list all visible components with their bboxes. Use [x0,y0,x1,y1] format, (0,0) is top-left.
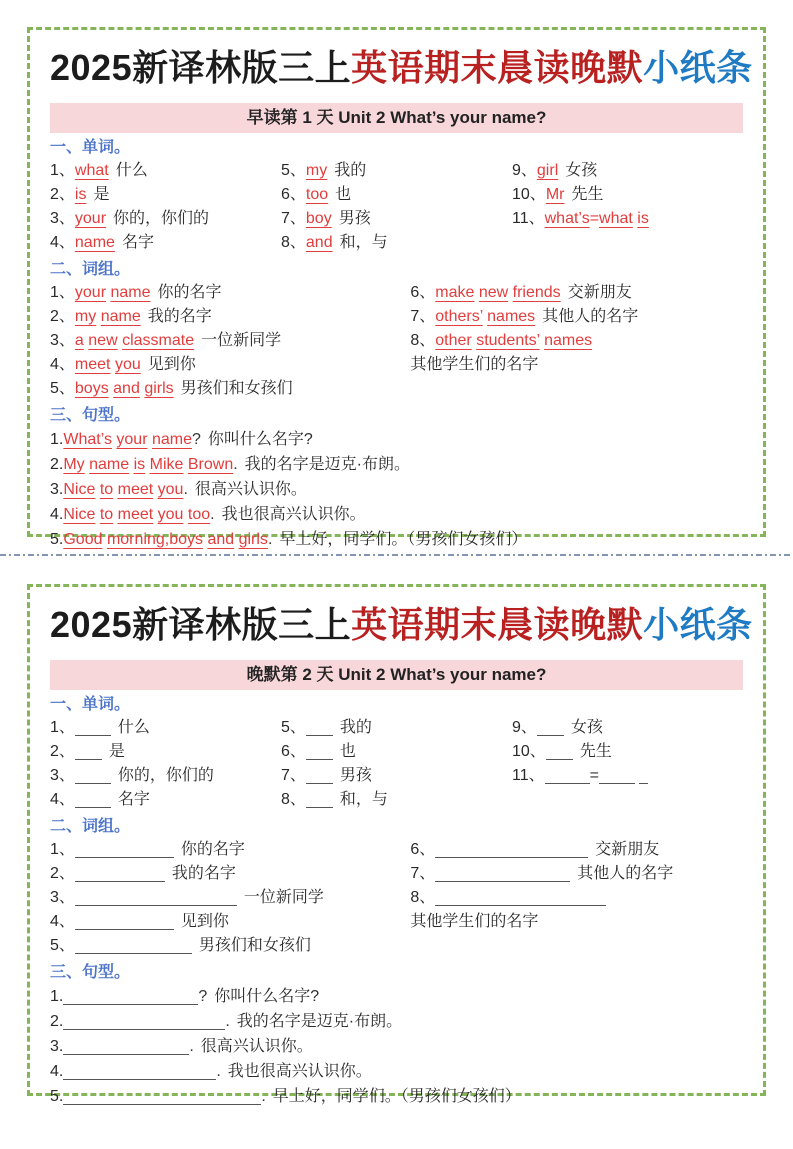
chinese-text: 早上好，同学们。（男孩们女孩们） [279,531,528,548]
punctuation: ? [192,431,201,448]
phrase-item [50,934,410,958]
phrase-item [50,377,410,401]
chinese-text: 我的名字是迈克·布朗。 [244,456,411,473]
fill-in-blank [63,988,198,1005]
english-text: your name [74,284,151,301]
english-text: Mr [545,186,565,203]
punctuation: . [233,456,238,473]
item-number: 5、 [50,937,75,954]
english-text: make new friends [435,284,561,301]
chinese-text: 见到你 [180,913,229,930]
phrase-item [50,886,410,910]
word-item [512,159,743,183]
title-part-black: 2025新译林版三上 [50,604,352,645]
item-number: 1、 [50,841,75,858]
item-number: 4、 [50,791,75,808]
phrase-item [410,305,743,329]
chinese-text: 名字 [117,791,150,808]
item-number: 2. [50,1013,64,1030]
fill-in-blank [63,1088,261,1105]
sentence-item [50,984,743,1009]
english-text: meet you [74,356,141,373]
punctuation: . [189,1038,194,1055]
english-text: Good morning,boys and girls [63,531,268,548]
section-header-sentences: 三、句型。 [50,964,131,981]
word-item [50,788,281,812]
fill-in-blank [546,743,573,760]
item-number: 1. [50,988,64,1005]
title-part-blue: 小纸条 [643,47,753,88]
chinese-text: 是 [108,743,125,760]
item-number: 2、 [50,865,75,882]
page-title [50,597,753,648]
item-number: 1、 [50,719,75,736]
fill-in-blank [306,791,333,808]
section-header-phrases: 二、词组。 [50,261,131,278]
chinese-text: 男孩们和女孩们 [180,380,293,397]
item-number: 1. [50,431,64,448]
chinese-text: 我的 [339,719,372,736]
section-header-phrases: 二、词组。 [50,818,131,835]
item-number: 8、 [281,234,306,251]
fill-in-blank [306,719,333,736]
item-number: 6、 [410,841,436,858]
punctuation: . [267,531,273,548]
lesson-banner: 晚默第 2 天 Unit 2 What’s your name? [50,660,743,690]
chinese-text: 你叫什么名字? [214,988,320,1005]
chinese-text: 什么 [117,719,150,736]
chinese-text: 你叫什么名字? [207,431,313,448]
section-header-sentences: 三、句型。 [50,407,131,424]
column [50,716,281,812]
word-item [50,207,281,231]
phrase-item [410,353,743,377]
sentence-item [50,477,743,502]
phrase-item [50,281,410,305]
column [410,281,743,401]
chinese-text: 和，与 [339,791,388,808]
chinese-text: 也 [339,743,356,760]
item-number: 6、 [281,186,306,203]
word-item [281,159,512,183]
sentence-item [50,1034,743,1059]
word-item [50,159,281,183]
chinese-text: 我的名字是迈克·布朗。 [236,1013,403,1030]
title-part-red: 英语期末晨读晚默 [351,47,644,88]
chinese-text: 交新朋友 [567,284,632,301]
english-text: boy [305,210,332,227]
chinese-text: 交新朋友 [595,841,660,858]
chinese-text: 也 [335,186,352,203]
phrase-item [50,838,410,862]
column [50,281,410,401]
item-number: 10、 [512,743,546,760]
chinese-text: 其他学生们的名字 [410,356,539,373]
sentence-item [50,452,743,477]
card2-sentences-list [50,984,743,1109]
item-number: 8、 [281,791,306,808]
phrase-item [50,910,410,934]
item-number: 6、 [281,743,306,760]
title-part-red: 英语期末晨读晚默 [351,604,644,645]
item-number: 7、 [410,865,436,882]
column [410,838,743,958]
item-number: 2、 [50,186,75,203]
item-number: 1、 [50,162,75,179]
item-number: 10、 [512,186,546,203]
card1-sentences-list [50,427,743,552]
punctuation: . [225,1013,230,1030]
item-number: 7、 [281,210,306,227]
item-number: 4. [50,506,64,523]
english-text: boys and girls [74,380,174,397]
item-number: 3. [50,481,64,498]
fill-in-blank [75,937,192,954]
english-text: Nice to meet you too [63,506,211,523]
item-number: 4、 [50,913,75,930]
chinese-text: 和，与 [339,234,388,251]
chinese-text: 先生 [579,743,612,760]
phrase-item [410,862,743,886]
column [281,159,512,255]
chinese-text: 女孩 [570,719,603,736]
item-number: 2. [50,456,64,473]
phrase-item [410,281,743,305]
word-item [512,740,743,764]
item-number: 1、 [50,284,75,301]
chinese-text: 你的名字 [157,284,222,301]
chinese-text: 先生 [571,186,604,203]
english-text: what [74,162,109,179]
fill-in-blank [75,841,174,858]
word-item [281,183,512,207]
item-number: 11、 [512,767,545,784]
card1-phrases-columns [50,281,743,401]
sentence-item [50,427,743,452]
chinese-text: 见到你 [147,356,196,373]
fill-in-blank [75,743,102,760]
column [50,159,281,255]
chinese-text: 我也很高兴认识你。 [227,1063,372,1080]
punctuation: . [261,1088,266,1105]
english-text: What’s your name [63,431,193,448]
item-number: 5、 [281,719,306,736]
sentence-item [50,1009,743,1034]
english-text: My name is Mike Brown [63,456,234,473]
fill-in-blank [75,865,165,882]
chinese-text: 很高兴认识你。 [194,481,307,498]
chinese-text: 我的 [334,162,367,179]
chinese-text: 其他人的名字 [542,308,639,325]
cut-line-divider [0,554,793,556]
fill-in-blank [63,1063,216,1080]
english-text: name [74,234,115,251]
fill-in-blank [435,889,606,906]
sentence-item [50,502,743,527]
item-number: 2、 [50,743,75,760]
word-item [281,716,512,740]
punctuation: . [216,1063,221,1080]
item-number: 8、 [410,332,436,349]
worksheet-card-evening-dictation [27,584,766,1105]
column [281,716,512,812]
fill-in-blank [537,719,564,736]
punctuation: . [183,481,188,498]
fill-in-blank [306,767,333,784]
sentence-item [50,1084,743,1109]
worksheet-card-morning-reading [27,27,766,548]
item-number: 5、 [50,380,75,397]
page-title [50,40,753,91]
title-part-black: 2025新译林版三上 [50,47,352,88]
english-text: your [74,210,107,227]
title-part-blue: 小纸条 [643,604,753,645]
item-number: 3、 [50,210,75,227]
word-item [50,183,281,207]
word-item [50,740,281,764]
column [50,838,410,958]
chinese-text: 其他人的名字 [577,865,674,882]
item-number: 9、 [512,719,537,736]
item-number: 8、 [410,889,436,906]
item-number: 5、 [281,162,306,179]
phrase-item [50,353,410,377]
fill-in-blank [63,1038,189,1055]
chinese-text: 我也很高兴认识你。 [221,506,366,523]
column [512,716,743,812]
word-item [281,764,512,788]
fill-in-blank [306,743,333,760]
punctuation: . [210,506,215,523]
english-text: others’ names [435,308,536,325]
phrase-item [410,838,743,862]
item-number: 5. [50,531,64,548]
phrase-item [410,886,743,910]
word-item [512,183,743,207]
word-item [50,231,281,255]
item-number: 4、 [50,356,75,373]
chinese-text: 早上好，同学们。（男孩们女孩们） [272,1088,521,1105]
phrase-item [410,910,743,934]
english-text: too [305,186,329,203]
item-number: 3、 [50,767,75,784]
card2-words-columns [50,716,743,812]
item-number: 5. [50,1088,64,1105]
phrase-item [410,329,743,353]
item-number: 9、 [512,162,537,179]
chinese-text: 女孩 [565,162,598,179]
word-item [512,207,743,231]
phrase-item [50,329,410,353]
section-header-words: 一、单词。 [50,696,131,713]
english-text: my [305,162,328,179]
chinese-text: 很高兴认识你。 [200,1038,313,1055]
word-item [50,716,281,740]
english-text: what’s=what is [544,210,649,227]
chinese-text: 名字 [121,234,154,251]
lesson-banner: 早读第 1 天 Unit 2 What’s your name? [50,103,743,133]
item-number: 11、 [512,210,545,227]
item-number: 3. [50,1038,64,1055]
chinese-text: 一位新同学 [243,889,324,906]
english-text: my name [74,308,141,325]
section-header-words: 一、单词。 [50,139,131,156]
fill-in-blank [75,889,237,906]
fill-in-blank [75,913,174,930]
phrase-item [50,305,410,329]
fill-in-blank [75,791,111,808]
word-item [512,716,743,740]
fill-in-blank [75,767,111,784]
chinese-text: 你的，你们的 [117,767,214,784]
item-number: 4. [50,1063,64,1080]
chinese-text: 你的名字 [180,841,245,858]
punctuation: ? [198,988,208,1005]
column [512,159,743,255]
english-text: other students’ names [435,332,593,349]
chinese-text: 我的名字 [171,865,236,882]
item-number: 4、 [50,234,75,251]
chinese-text: 什么 [115,162,148,179]
chinese-text: 其他学生们的名字 [410,913,539,930]
item-number: 7、 [410,308,436,325]
fill-in-blank [435,841,588,858]
chinese-text: 一位新同学 [201,332,282,349]
fill-in-blank [75,719,111,736]
chinese-text: 男孩 [339,767,372,784]
word-item [512,764,743,788]
english-text: and [305,234,333,251]
chinese-text: 你的，你们的 [113,210,210,227]
word-item [281,207,512,231]
chinese-text: 男孩 [338,210,371,227]
item-number: 3、 [50,889,75,906]
word-item [281,740,512,764]
card1-words-columns [50,159,743,255]
fill-in-blank: = [545,767,649,784]
word-item [281,788,512,812]
english-text: girl [536,162,559,179]
fill-in-blank [63,1013,225,1030]
item-number: 2、 [50,308,75,325]
sentence-item [50,527,743,552]
item-number: 6、 [410,284,436,301]
card2-phrases-columns [50,838,743,958]
word-item [281,231,512,255]
english-text: Nice to meet you [63,481,184,498]
sentence-item [50,1059,743,1084]
item-number: 7、 [281,767,306,784]
fill-in-blank [435,865,570,882]
chinese-text: 我的名字 [147,308,212,325]
phrase-item [50,862,410,886]
item-number: 3、 [50,332,75,349]
word-item [50,764,281,788]
english-text: is [74,186,87,203]
english-text: a new classmate [74,332,195,349]
chinese-text: 是 [93,186,110,203]
chinese-text: 男孩们和女孩们 [198,937,311,954]
